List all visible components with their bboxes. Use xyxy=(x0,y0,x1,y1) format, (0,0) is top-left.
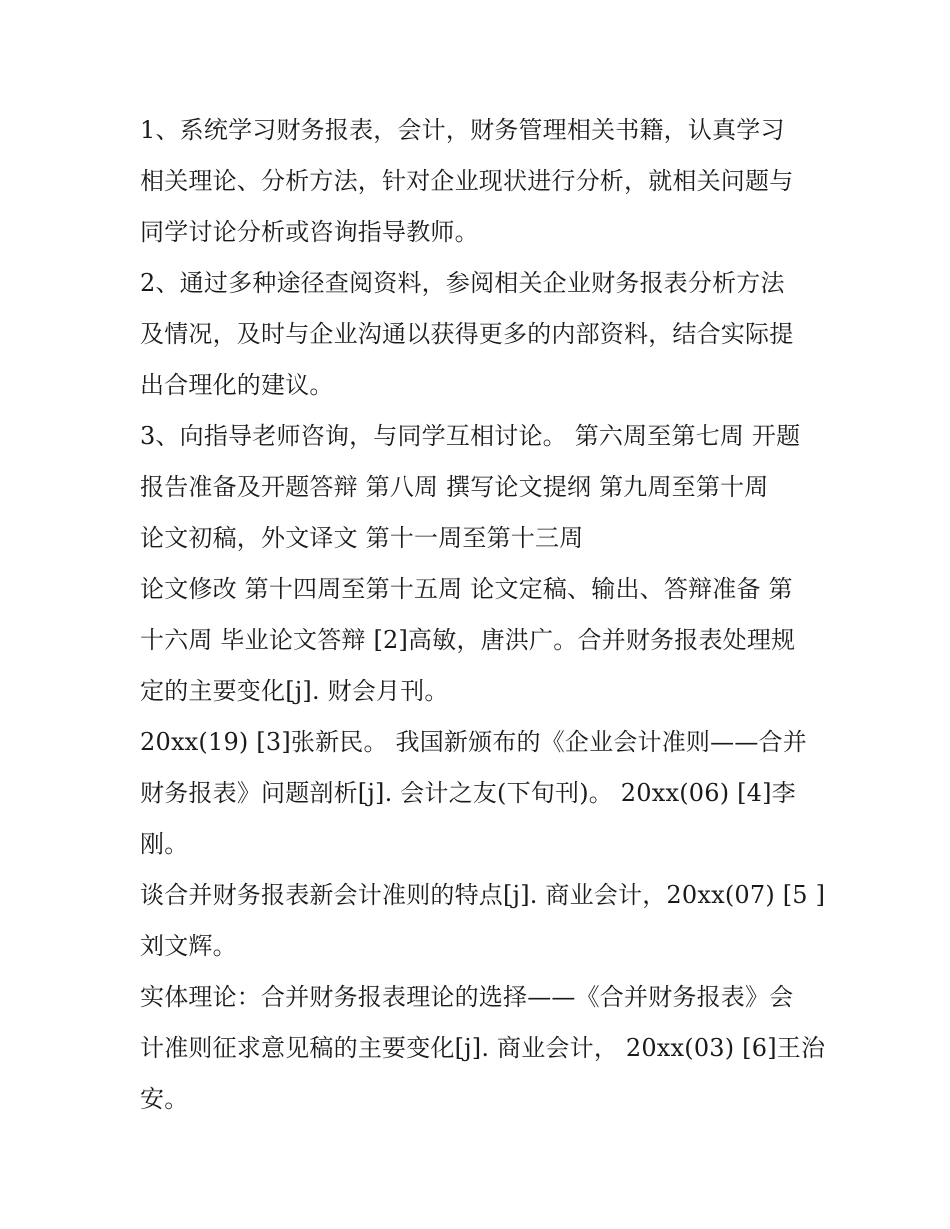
text-line: 同学讨论分析或咨询指导教师。 xyxy=(140,218,479,246)
text-line: 实体理论：合并财务报表理论的选择——《合并财务报表》会 xyxy=(140,983,794,1011)
document-body xyxy=(140,108,826,1128)
text-line: 谈合并财务报表新会计准则的特点[j]. 商业会计，20xx(07) [5 ] xyxy=(140,881,826,909)
text-line: 定的主要变化[j]. 财会月刊。 xyxy=(140,677,449,705)
text-line: 1、系统学习财务报表，会计，财务管理相关书籍，认真学习 xyxy=(140,116,785,144)
text-line: 相关理论、分析方法，针对企业现状进行分析，就相关问题与 xyxy=(140,167,794,195)
text-line: 2、通过多种途径查阅资料，参阅相关企业财务报表分析方法 xyxy=(140,269,785,297)
text-line: 刚。 xyxy=(140,830,189,858)
text-line: 3、向指导老师咨询，与同学互相讨论。 第六周至第七周 开题 xyxy=(140,422,801,450)
text-line: 20xx(19) [3]张新民。 我国新颁布的《企业会计准则——合并 xyxy=(140,728,807,756)
text-line: 论文修改 第十四周至第十五周 论文定稿、输出、答辩准备 第 xyxy=(140,575,793,603)
text-line: 出合理化的建议。 xyxy=(140,371,334,399)
text-line: 财务报表》问题剖析[j]. 会计之友(下旬刊)。 20xx(06) [4]李 xyxy=(140,779,796,807)
text-line: 论文初稿，外文译文 第十一周至第十三周 xyxy=(140,524,584,552)
text-line: 安。 xyxy=(140,1085,189,1113)
text-line: 及情况，及时与企业沟通以获得更多的内部资料，结合实际提 xyxy=(140,320,794,348)
text-line: 十六周 毕业论文答辩 [2]高敏，唐洪广。合并财务报表处理规 xyxy=(140,626,796,654)
text-line: 计准则征求意见稿的主要变化[j]. 商业会计， 20xx(03) [6]王治 xyxy=(140,1034,826,1062)
text-line: 报告准备及开题答辩 第八周 撰写论文提纲 第九周至第十周 xyxy=(140,473,769,501)
text-line: 刘文辉。 xyxy=(140,932,237,960)
